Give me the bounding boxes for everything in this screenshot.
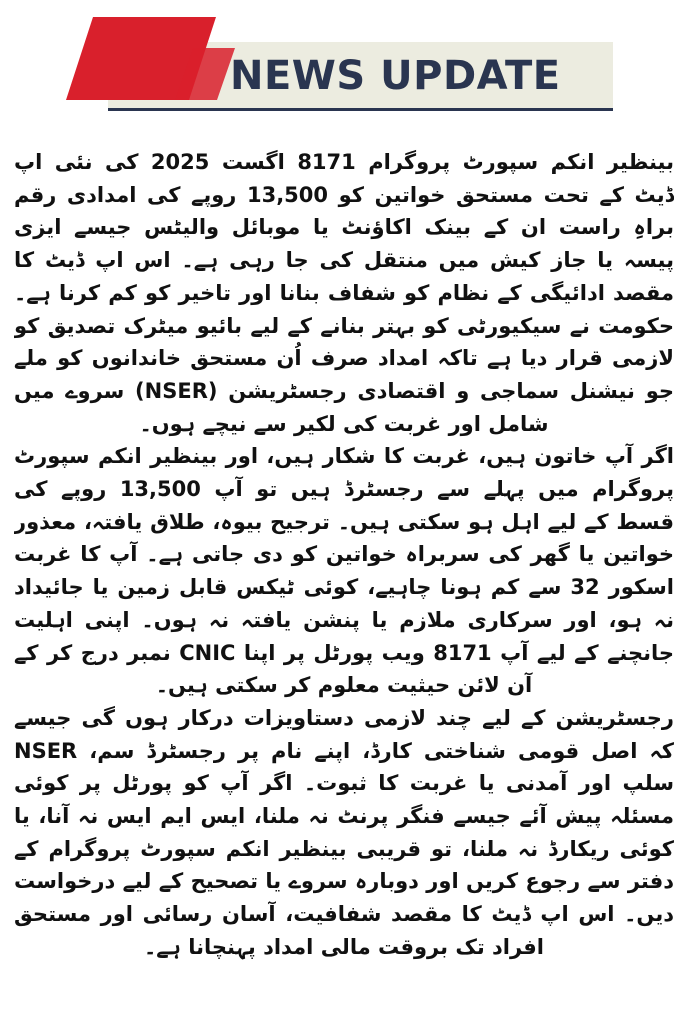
banner-title: NEWS UPDATE — [230, 53, 561, 99]
banner-underline — [108, 108, 613, 111]
news-update-banner — [0, 0, 683, 130]
article-paragraph-2: اگر آپ خاتون ہیں، غربت کا شکار ہیں، اور بینظیر انکم سپورٹ پروگرام میں پہلے سے رجسٹرڈ ہیں تو آپ 13,500 روپے کی قسط کے لیے اہل ہو سکتی ہیں۔ ترجیح بیوہ، طلاق یافتہ، معذور خواتین یا گھر کی سربراہ خواتین کو دی جاتی ہے۔ آپ کا غربت اسکور 32 سے کم ہونا چاہیے، کوئی ٹیکس قابل زمین یا جائیداد نہ ہو، اور سرکاری ملازم یا پنشن یافتہ نہ ہوں۔ اپنی اہلیت جانچنے کے لیے آپ 8171 ویب پورٹل پر اپنا CNIC نمبر درج کر کے آن لائن حیثیت معلوم کر سکتی ہیں۔ — [14, 444, 674, 698]
article-body — [14, 146, 674, 1018]
article-paragraph-3: رجسٹریشن کے لیے چند لازمی دستاویزات درکار ہوں گی جیسے کہ اصل قومی شناختی کارڈ، اپنے نام پر رجسٹرڈ سم، NSER سلپ اور آمدنی یا غربت کا ثبوت۔ اگر آپ کو پورٹل پر کوئی مسئلہ پیش آئے جیسے فنگر پرنٹ نہ ملنا، ایس ایم ایس نہ آنا، یا کوئی ریکارڈ نہ ملنا، تو قریبی بینظیر انکم سپورٹ پروگرام کے دفتر سے رجوع کریں اور دوبارہ سروے یا تصحیح کے لیے درخواست دیں۔ اس اپ ڈیٹ کا مقصد شفافیت، آسان رسائی اور مستحق افراد تک بروقت مالی امداد پہنچانا ہے۔ — [14, 705, 674, 959]
article-paragraph-1: بینظیر انکم سپورٹ پروگرام 8171 اگست 2025 کی نئی اپ ڈیٹ کے تحت مستحق خواتین کو 13,500 روپے کی امدادی رقم براہِ راست ان کے بینک اکاؤنٹ یا موبائل والیٹس جیسے ایزی پیسہ یا جاز کیش میں منتقل کی جا رہی ہے۔ اس اپ ڈیٹ کا مقصد ادائیگی کے نظام کو شفاف بنانا اور تاخیر کو کم کرنا ہے۔ حکومت نے سیکیورٹی کو بہتر بنانے کے لیے بائیو میٹرک تصدیق کو لازمی قرار دیا ہے تاکہ امداد صرف اُن مستحق خاندانوں کو ملے جو نیشنل سماجی و اقتصادی رجسٹریشن (NSER) سروے میں شامل اور غربت کی لکیر سے نیچے ہوں۔ — [14, 150, 674, 436]
